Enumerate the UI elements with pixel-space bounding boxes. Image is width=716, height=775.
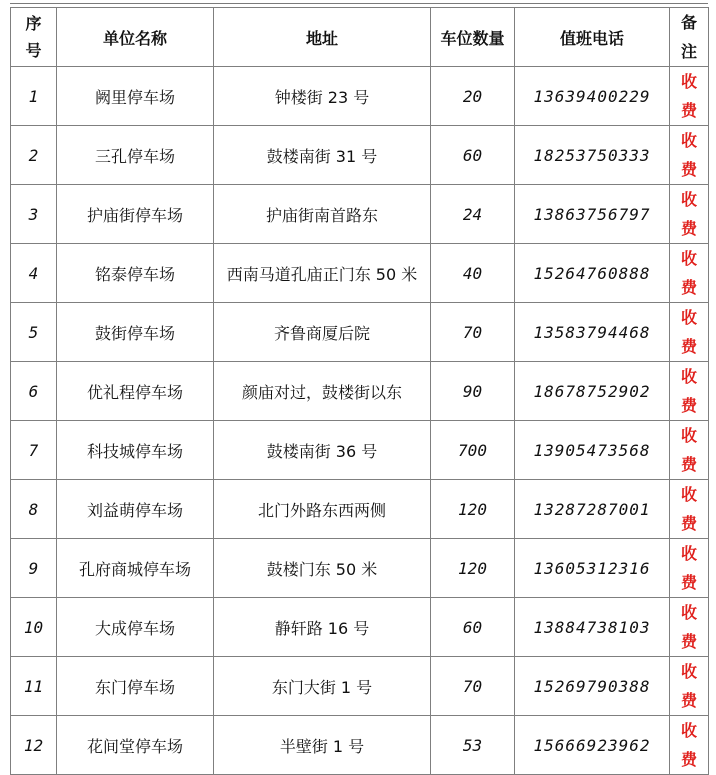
row-note [670,657,709,716]
header-seq-line1: 序 [25,14,42,33]
row-address: 颜庙对过，鼓楼街以东 [214,362,431,421]
top-border-line [10,3,708,4]
header-note [670,8,709,67]
table-row [11,244,709,303]
table-body [11,67,709,775]
row-note-line2: 费 [680,750,697,769]
row-number: 5 [11,303,57,362]
row-note-line2: 费 [680,455,697,474]
row-spaces: 40 [431,244,515,303]
row-note-line1: 收 [680,308,697,327]
row-note-line2: 费 [680,278,697,297]
row-name: 护庙街停车场 [57,185,214,244]
row-phone: 13639400229 [515,67,670,126]
parking-table [10,7,709,775]
row-phone: 15666923962 [515,716,670,775]
row-note-line1: 收 [680,72,697,91]
row-note-line2: 费 [680,691,697,710]
row-name: 东门停车场 [57,657,214,716]
row-number: 9 [11,539,57,598]
row-number: 7 [11,421,57,480]
row-phone: 18678752902 [515,362,670,421]
row-note-line1: 收 [680,485,697,504]
table-row [11,126,709,185]
row-spaces: 60 [431,126,515,185]
row-phone: 15264760888 [515,244,670,303]
row-note-line2: 费 [680,219,697,238]
row-note-line1: 收 [680,544,697,563]
row-note [670,480,709,539]
table-row [11,657,709,716]
table-row [11,716,709,775]
row-phone: 13905473568 [515,421,670,480]
table-row [11,185,709,244]
header-name: 单位名称 [57,8,214,67]
row-note [670,244,709,303]
row-spaces: 90 [431,362,515,421]
row-note-line1: 收 [680,190,697,209]
table-row [11,598,709,657]
header-address: 地址 [214,8,431,67]
row-spaces: 70 [431,657,515,716]
header-note-line2: 注 [680,42,697,61]
row-number: 1 [11,67,57,126]
row-name: 优礼程停车场 [57,362,214,421]
row-name: 孔府商城停车场 [57,539,214,598]
row-number: 2 [11,126,57,185]
row-note [670,539,709,598]
row-note-line1: 收 [680,367,697,386]
row-phone: 13605312316 [515,539,670,598]
row-name: 大成停车场 [57,598,214,657]
row-address: 鼓楼南街 36 号 [214,421,431,480]
row-name: 铭泰停车场 [57,244,214,303]
row-number: 10 [11,598,57,657]
row-address: 鼓楼门东 50 米 [214,539,431,598]
row-address: 东门大街 1 号 [214,657,431,716]
row-note [670,67,709,126]
row-name: 阙里停车场 [57,67,214,126]
row-note-line2: 费 [680,514,697,533]
row-spaces: 24 [431,185,515,244]
row-phone: 18253750333 [515,126,670,185]
row-note [670,126,709,185]
row-note [670,362,709,421]
row-phone: 13884738103 [515,598,670,657]
row-number: 4 [11,244,57,303]
table-row [11,67,709,126]
row-note [670,421,709,480]
row-address: 护庙街南首路东 [214,185,431,244]
table-row [11,303,709,362]
row-name: 鼓街停车场 [57,303,214,362]
row-note [670,598,709,657]
row-spaces: 700 [431,421,515,480]
table-row [11,480,709,539]
row-spaces: 53 [431,716,515,775]
row-note-line2: 费 [680,160,697,179]
row-spaces: 120 [431,539,515,598]
row-note [670,185,709,244]
row-name: 三孔停车场 [57,126,214,185]
row-phone: 13583794468 [515,303,670,362]
header-note-line1: 备 [680,13,697,32]
header-phone: 值班电话 [515,8,670,67]
row-note-line1: 收 [680,131,697,150]
row-phone: 13863756797 [515,185,670,244]
row-name: 花间堂停车场 [57,716,214,775]
table-row [11,421,709,480]
row-address: 半壁街 1 号 [214,716,431,775]
table-row [11,362,709,421]
row-note-line1: 收 [680,721,697,740]
row-phone: 13287287001 [515,480,670,539]
row-address: 静轩路 16 号 [214,598,431,657]
row-note-line1: 收 [680,603,697,622]
row-number: 8 [11,480,57,539]
row-number: 6 [11,362,57,421]
row-name: 刘益萌停车场 [57,480,214,539]
row-note [670,303,709,362]
row-note-line2: 费 [680,396,697,415]
row-note-line1: 收 [680,249,697,268]
header-seq-line2: 号 [25,41,42,60]
row-number: 3 [11,185,57,244]
row-address: 北门外路东西两侧 [214,480,431,539]
header-seq [11,8,57,67]
row-spaces: 60 [431,598,515,657]
row-note-line2: 费 [680,337,697,356]
row-number: 12 [11,716,57,775]
table-header [11,8,709,67]
header-row [11,8,709,67]
header-spaces: 车位数量 [431,8,515,67]
row-note-line1: 收 [680,662,697,681]
row-spaces: 120 [431,480,515,539]
row-address: 钟楼街 23 号 [214,67,431,126]
row-address: 齐鲁商厦后院 [214,303,431,362]
row-name: 科技城停车场 [57,421,214,480]
row-phone: 15269790388 [515,657,670,716]
row-address: 西南马道孔庙正门东 50 米 [214,244,431,303]
row-note-line2: 费 [680,632,697,651]
row-note [670,716,709,775]
row-note-line1: 收 [680,426,697,445]
row-spaces: 20 [431,67,515,126]
row-number: 11 [11,657,57,716]
row-note-line2: 费 [680,573,697,592]
table-row [11,539,709,598]
row-note-line2: 费 [680,101,697,120]
row-address: 鼓楼南街 31 号 [214,126,431,185]
row-spaces: 70 [431,303,515,362]
